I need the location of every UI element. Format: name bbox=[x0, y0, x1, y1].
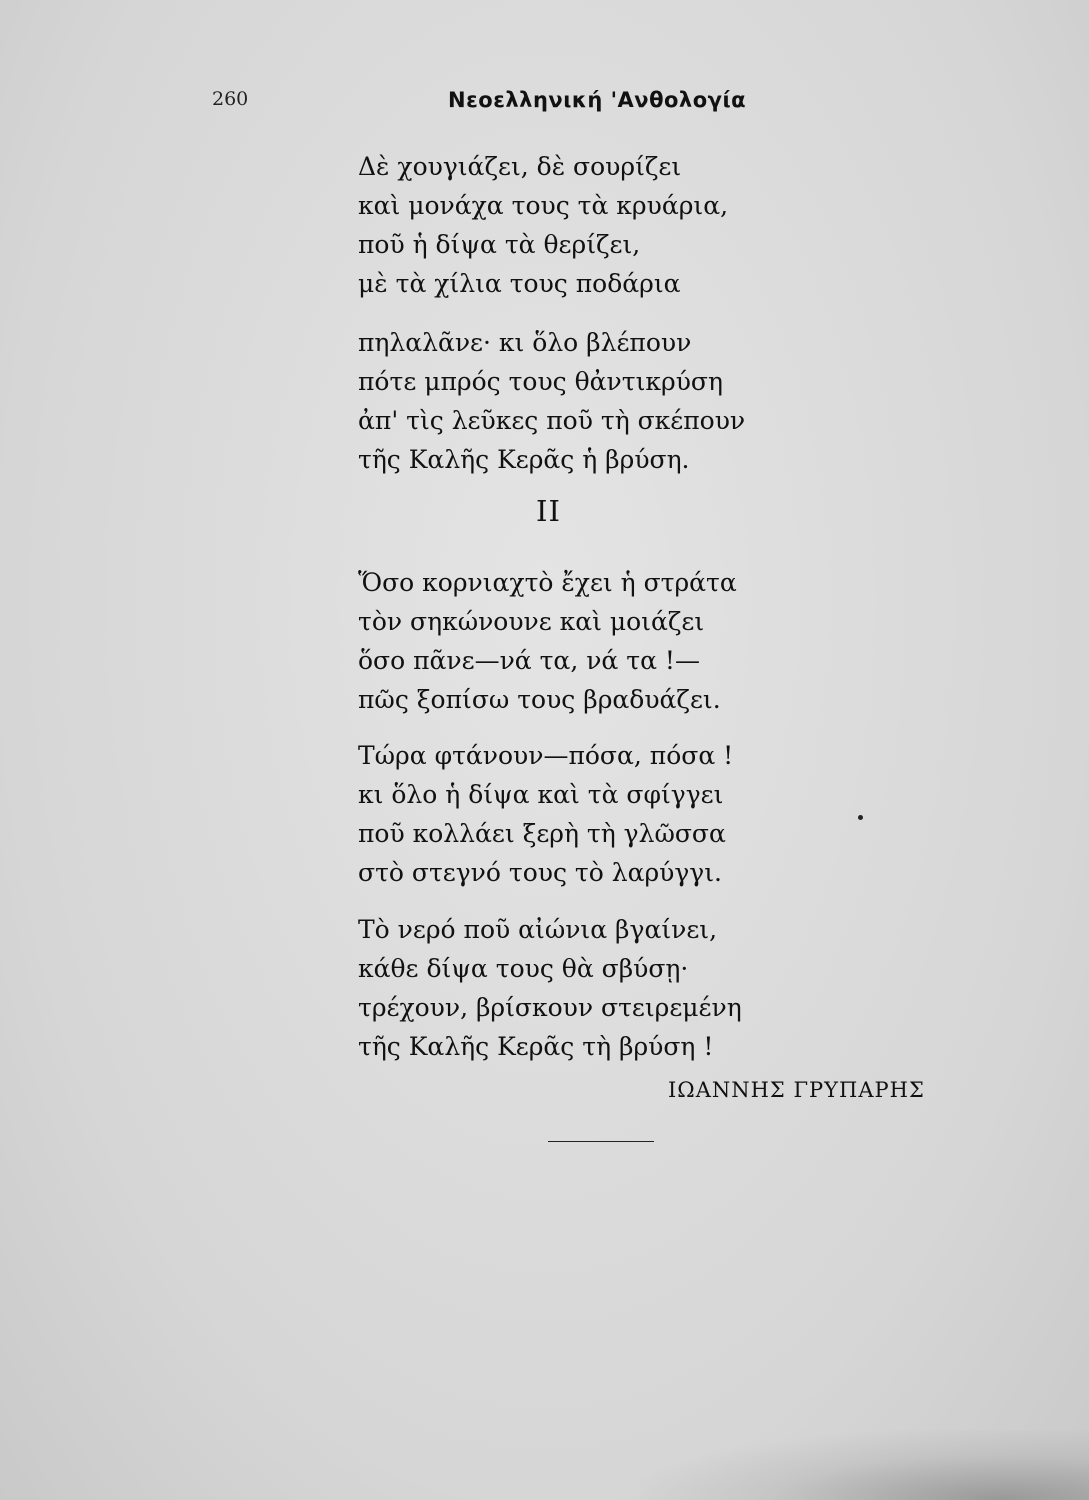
poem-line: μὲ τὰ χίλια τους ποδάρια bbox=[358, 269, 681, 298]
stanza-2 bbox=[358, 323, 798, 479]
poem-line: τῆς Καλῆς Κερᾶς τὴ βρύση ! bbox=[358, 1032, 714, 1061]
section-numeral: II bbox=[536, 494, 561, 528]
stanza-5 bbox=[358, 910, 798, 1066]
poem-line: τρέχουν, βρίσκουν στειρεμένη bbox=[358, 993, 742, 1022]
poem-line: ποῦ ἡ δίψα τὰ θερίζει, bbox=[358, 230, 641, 259]
author-signature: ΙΩΑΝΝΗΣ ΓΡΥΠΑΡΗΣ bbox=[668, 1078, 925, 1102]
stanza-4 bbox=[358, 736, 798, 892]
page-number: 260 bbox=[212, 88, 249, 110]
poem-line: Τὸ νερό ποῦ αἰώνια βγαίνει, bbox=[358, 915, 718, 944]
poem-line: καὶ μονάχα τους τὰ κρυάρια, bbox=[358, 191, 729, 220]
poem-line: Τώρα φτάνουν—πόσα, πόσα ! bbox=[358, 741, 734, 770]
poem-line: πηλαλᾶνε· κι ὅλο βλέπουν bbox=[358, 328, 692, 357]
poem-line: ποῦ κολλάει ξερὴ τὴ γλῶσσα bbox=[358, 819, 726, 848]
poem-line: τὸν σηκώνουνε καὶ μοιάζει bbox=[358, 607, 705, 636]
poem-line: στὸ στεγνό τους τὸ λαρύγγι. bbox=[358, 858, 722, 887]
poem-line: Ὅσο κορνιαχτὸ ἔχει ἡ στράτα bbox=[358, 568, 737, 597]
poem-line: Δὲ χουγιάζει, δὲ σουρίζει bbox=[358, 152, 682, 181]
poem-line: τῆς Καλῆς Κερᾶς ἡ βρύση. bbox=[358, 445, 690, 474]
poem-line: πότε μπρός τους θἀντικρύση bbox=[358, 367, 723, 396]
stanza-1 bbox=[358, 147, 798, 303]
poem-line: ἀπ' τὶς λεῦκες ποῦ τὴ σκέπουν bbox=[358, 406, 746, 435]
poem-line: πῶς ξοπίσω τους βραδυάζει. bbox=[358, 685, 721, 714]
poem-line: κάθε δίψα τους θὰ σβύσῃ· bbox=[358, 954, 689, 983]
end-rule-divider bbox=[548, 1141, 654, 1142]
running-title: Νεοελληνική 'Ανθολογία bbox=[448, 88, 747, 112]
page-edge-stain bbox=[640, 1430, 1089, 1500]
poem-line: κι ὅλο ἡ δίψα καὶ τὰ σφίγγει bbox=[358, 780, 724, 809]
stanza-3 bbox=[358, 563, 798, 719]
ink-speck bbox=[858, 815, 863, 820]
poem-line: ὅσο πᾶνε—νά τα, νά τα !— bbox=[358, 646, 700, 675]
